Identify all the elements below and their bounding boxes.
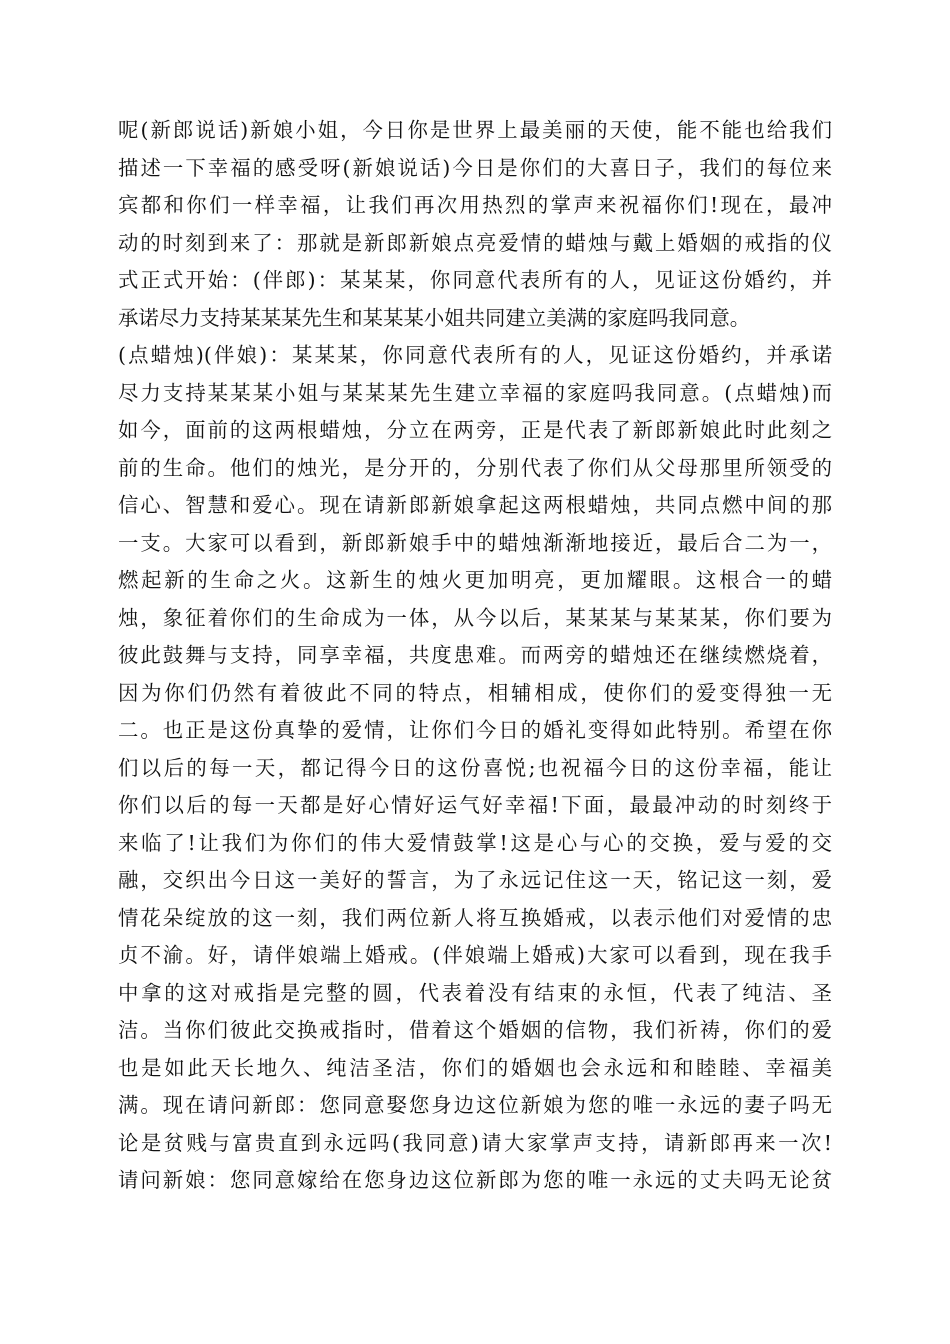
text-line: 烛，象征着你们的生命成为一体，从今以后，某某某与某某某，你们要为 (118, 605, 832, 630)
text-line: 承诺尽力支持某某某先生和某某某小姐共同建立美满的家庭吗我同意。 (118, 305, 751, 330)
text-line: 呢(新郎说话)新娘小姐，今日你是世界上最美丽的天使，能不能也给我们 (118, 118, 832, 142)
text-line: 情花朵绽放的这一刻，我们两位新人将互换婚戒，以表示他们对爱情的忠 (118, 905, 832, 930)
text-line: 前的生命。他们的烛光，是分开的，分别代表了你们从父母那里所领受的 (118, 455, 832, 480)
text-line: 如今，面前的这两根蜡烛，分立在两旁，正是代表了新郎新娘此时此刻之 (118, 418, 832, 442)
text-line: 信心、智慧和爱心。现在请新郎新娘拿起这两根蜡烛，共同点燃中间的那 (118, 493, 832, 517)
text-line: 宾都和你们一样幸福，让我们再次用热烈的掌声来祝福你们!现在，最冲 (118, 193, 832, 217)
text-line: 燃起新的生命之火。这新生的烛火更加明亮，更加耀眼。这根合一的蜡 (118, 568, 832, 592)
text-line: 尽力支持某某某小姐与某某某先生建立幸福的家庭吗我同意。(点蜡烛)而 (118, 380, 832, 405)
text-line: 因为你们仍然有着彼此不同的特点，相辅相成，使你们的爱变得独一无 (118, 680, 832, 705)
text-line: 式正式开始：(伴郎)：某某某，你同意代表所有的人，见证这份婚约，并 (118, 268, 832, 292)
text-line: 论是贫贱与富贵直到永远吗(我同意)请大家掌声支持，请新郎再来一次! (118, 1130, 832, 1155)
text-line: 洁。当你们彼此交换戒指时，借着这个婚姻的信物，我们祈祷，你们的爱 (118, 1018, 832, 1042)
text-line: 二。也正是这份真挚的爱情，让你们今日的婚礼变得如此特别。希望在你 (118, 718, 832, 742)
text-line: 满。现在请问新郎：您同意娶您身边这位新娘为您的唯一永远的妻子吗无 (118, 1093, 832, 1117)
text-line: 描述一下幸福的感受呀(新娘说话)今日是你们的大喜日子，我们的每位来 (118, 155, 832, 180)
text-line: 请问新娘：您同意嫁给在您身边这位新郎为您的唯一永远的丈夫吗无论贫 (118, 1168, 832, 1192)
body-text (118, 112, 832, 1200)
text-line: 动的时刻到来了：那就是新郎新娘点亮爱情的蜡烛与戴上婚姻的戒指的仪 (118, 230, 832, 255)
text-line: 融，交织出今日这一美好的誓言，为了永远记住这一天，铭记这一刻，爱 (118, 868, 832, 892)
text-line: 一支。大家可以看到，新郎新娘手中的蜡烛渐渐地接近，最后合二为一， (118, 530, 832, 555)
text-line: 彼此鼓舞与支持，同享幸福，共度患难。而两旁的蜡烛还在继续燃烧着， (118, 643, 832, 667)
text-line: 来临了!让我们为你们的伟大爱情鼓掌!这是心与心的交换，爱与爱的交 (118, 830, 832, 855)
text-line: 也是如此天长地久、纯洁圣洁，你们的婚姻也会永远和和睦睦、幸福美 (118, 1055, 832, 1080)
text-line: (点蜡烛)(伴娘)：某某某，你同意代表所有的人，见证这份婚约，并承诺 (118, 343, 832, 367)
text-line: 们以后的每一天，都记得今日的这份喜悦;也祝福今日的这份幸福，能让 (118, 755, 832, 780)
text-line: 贞不渝。好，请伴娘端上婚戒。(伴娘端上婚戒)大家可以看到，现在我手 (118, 943, 832, 967)
text-line: 你们以后的每一天都是好心情好运气好幸福!下面，最最冲动的时刻终于 (118, 793, 832, 817)
text-line: 中拿的这对戒指是完整的圆，代表着没有结束的永恒，代表了纯洁、圣 (118, 980, 832, 1005)
